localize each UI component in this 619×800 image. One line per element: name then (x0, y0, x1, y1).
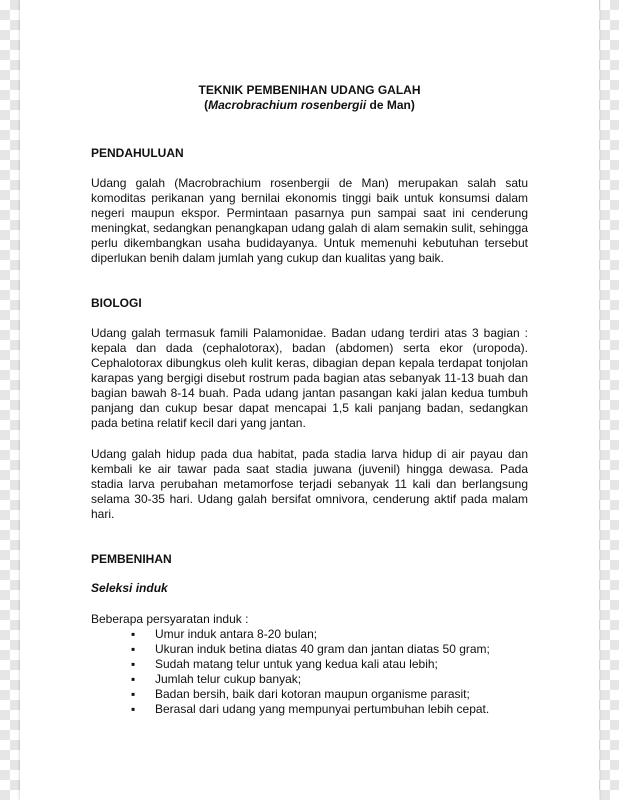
list-item-text: Ukuran induk betina diatas 40 gram dan jantan diatas 50 gram; (155, 642, 490, 656)
subtitle-species: Macrobrachium rosenbergii (208, 98, 367, 112)
bullet-icon: ▪ (131, 657, 136, 671)
subtitle-close: de Man) (366, 98, 415, 112)
list-item-text: Badan bersih, baik dari kotoran maupun organisme parasit; (155, 687, 470, 701)
bullet-icon: ▪ (131, 627, 136, 641)
list-item (131, 657, 528, 672)
list-item (131, 687, 528, 702)
list-item-text: Berasal dari udang yang mempunyai pertumbuhan lebih cepat. (155, 702, 490, 716)
paragraph-biologi-1: Udang galah termasuk famili Palamonidae. Badan udang terdiri atas 3 bagian : kepala dan dada (cephalotorax), badan (abdomen) serta ekor (uropoda). Cephalotorax dibungkus oleh kulit keras, dibagian depan kepala terdapat tonjolan karapas yang bergigi disebut rostrum pada bagian atas sebanyak 11-13 buah dan bagian bawah 8-14 buah. Pada udang jantan pasangan kaki jalan kedua tumbuh panjang dan cukup besar dapat mencapai 1,5 kali panjang badan, sedangkan pada betina relatif kecil dari yang jantan. (91, 326, 528, 430)
list-item (131, 642, 528, 657)
list-item-text: Jumlah telur cukup banyak; (155, 672, 302, 686)
list-item-text: Sudah matang telur untuk yang kedua kali atau lebih; (155, 657, 438, 671)
document-page (20, 0, 599, 800)
bullet-icon: ▪ (131, 672, 136, 686)
list-item-text: Umur induk antara 8-20 bulan; (155, 627, 318, 641)
heading-pendahuluan: PENDAHULUAN (91, 146, 184, 160)
list-item (131, 627, 528, 642)
list-item (131, 702, 528, 717)
list-item (131, 672, 528, 687)
requirements-list (91, 627, 528, 717)
intro-persyaratan: Beberapa persyaratan induk : (91, 612, 249, 626)
heading-biologi: BIOLOGI (91, 296, 142, 310)
document-title: TEKNIK PEMBENIHAN UDANG GALAH (198, 83, 421, 97)
paragraph-pendahuluan: Udang galah (Macrobrachium rosenbergii de Man) merupakan salah satu komoditas perikanan yang bernilai ekonomis tinggi baik untuk konsumsi dalam negeri maupun ekspor. Permintaan pasarnya pun sampai saat ini cenderung meningkat, sedangkan penangkapan udang galah di alam semakin sulit, sehingga perlu dikembangkan usaha budidayanya. Untuk memenuhi kebutuhan tersebut diperlukan benih dalam jumlah yang cukup dan kualitas yang baik. (91, 176, 528, 265)
subtitle-open: ( (204, 98, 209, 112)
bullet-icon: ▪ (131, 642, 136, 656)
bullet-icon: ▪ (131, 702, 136, 716)
subheading-seleksi-induk: Seleksi induk (91, 581, 168, 595)
document-subtitle (91, 98, 528, 113)
paragraph-biologi-2: Udang galah hidup pada dua habitat, pada stadia larva hidup di air payau dan kembali ke air tawar pada saat stadia juwana (juvenil) hingga dewasa. Pada stadia larva perubahan metamorfose terjadi sebanyak 11 kali dan berlangsung selama 30-35 hari. Udang galah bersifat omnivora, cenderung aktif pada malam hari. (91, 447, 528, 521)
heading-pembenihan: PEMBENIHAN (91, 552, 172, 566)
document-content (91, 83, 528, 717)
bullet-icon: ▪ (131, 687, 136, 701)
